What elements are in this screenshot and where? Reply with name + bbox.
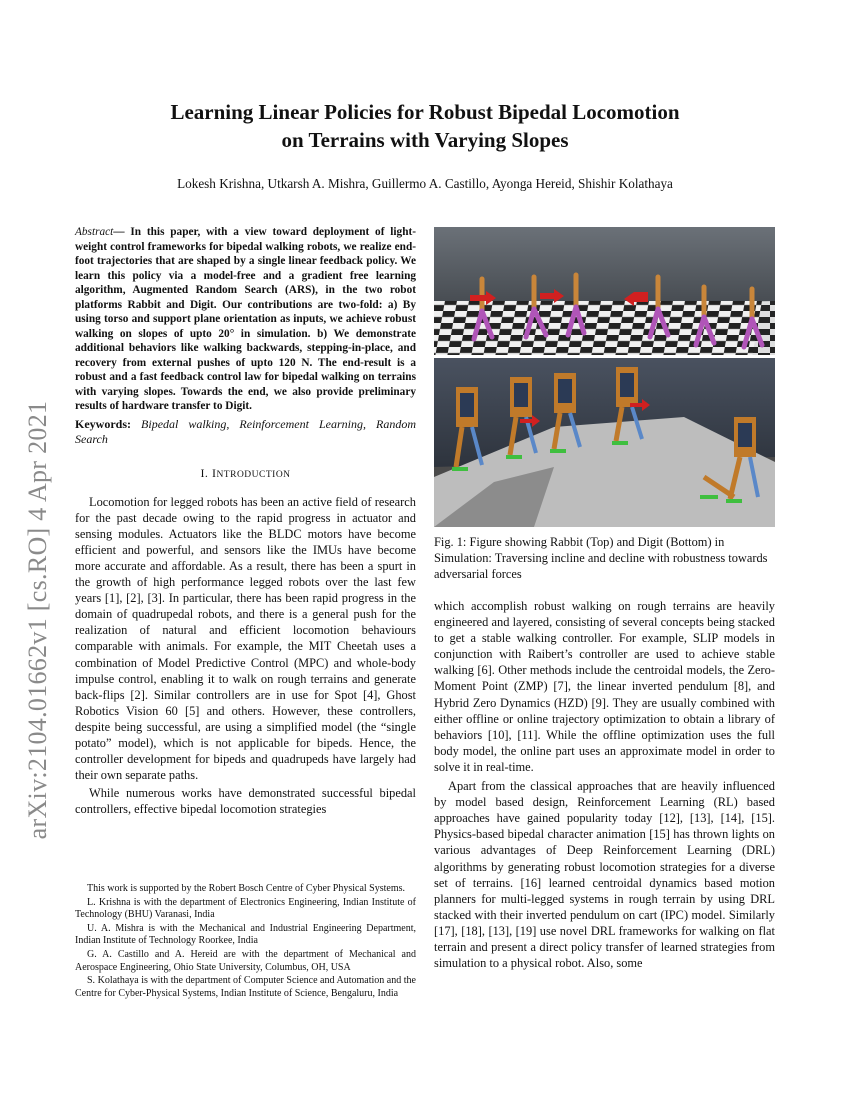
author-list: Lokesh Krishna, Utkarsh A. Mishra, Guillermo A. Castillo, Ayonga Hereid, Shishir Kolathaya [177, 176, 673, 191]
right-paragraph-1: which accomplish robust walking on rough terrains are heavily engineered and layered, consisting of several concepts being stacked to get a stable walking controller. For example, SLIP models in conjunction with Raibert’s controller are used to achieve stable walking [6]. Other methods include the centroidal models, the Zero-Moment Point (ZMP) [7], the linear inverted pendulum [8], and Hybrid Zero Dynamics (HZD) [9]. They are usually combined with either offline or online trajectory optimization to obtain a library of behaviors [10], [11]. While the offline optimization uses the full body model, the online part uses an approximate model in order to solve it in real-time. [434, 599, 775, 774]
intro-paragraph-1: Locomotion for legged robots has been an active field of research for the past decade owing to the rapid progress in actuator and sensing modules. Actuators like the BLDC motors have become efficient and powerful, and sensors like the IMUs have become more accurate and affordable. As a result, there has been a spurt in the growth of high performance legged robots over the last few years [1], [2], [3]. In particular, there has been rapid progress in the domain of quadrupedal robots, and there is a general push for the realization of natural and efficient locomotion behaviours comparable with animals. For example, the MIT Cheetah uses a combination of Model Predictive Control (MPC) and whole-body impulse control, enabling it to walk on rough terrains and generate back-flips [2]. Similar controllers are in use for Spot [4], Ghost Robotics Vision 60 [5] and others. However, these controllers, despite being successful, are using a simplified model (the “single potato” model), which is not applicable for bipeds. Hence, the controller development for bipeds and quadrupeds have largely had their own separate paths. [75, 494, 416, 783]
footnote: S. Kolathaya is with the department of Computer Science and Automation and the Centre for Cyber-Physical Systems, Indian Institute of Science, Bengaluru, India [75, 975, 416, 999]
keywords-text: Bipedal walking, Reinforcement Learning, Random Search [75, 416, 416, 446]
keywords-label: Keywords: [75, 416, 131, 431]
arxiv-sidebar [18, 300, 58, 940]
abstract-label: Abstract [75, 226, 114, 238]
figure-1 [434, 227, 775, 527]
paper-title [75, 98, 775, 154]
title-line-1: Learning Linear Policies for Robust Bipedal Locomotion [170, 100, 680, 124]
right-column [434, 598, 775, 971]
abstract-text: In this paper, with a view toward deployment of light-weight control frameworks for bipedal walking robots, we realize end-foot trajectories that are shaped by a single linear feedback policy. We learn this policy via a model-free and a gradient free learning algorithm, Augmented Random Search (ARS), in the two robot platforms Rabbit and Digit. Our contributions are two-fold: a) By using torso and support plane orientation as inputs, we achieve robust walking on slopes of upto 20° in simulation. b) We demonstrate additional behaviors like walking backwards, stepping-in-place, and recovery from external pushes of upto 120 N. The end-result is a robust and a fast feedback control law for bipedal walking on terrains with varying slopes. Towards the end, we also provide preliminary results of hardware transfer to Digit. [75, 226, 417, 412]
figure-caption: Fig. 1: Figure showing Rabbit (Top) and Digit (Bottom) in Simulation: Traversing incline and decline with robustness towards adversarial forces [434, 535, 768, 582]
footnote: This work is supported by the Robert Bosch Centre of Cyber Physical Systems. [87, 883, 406, 894]
footnote: G. A. Castillo and A. Hereid are with the department of Mechanical and Aerospace Engineering, Ohio State University, Columbus, OH, USA [75, 948, 416, 973]
section-first-letter: I [211, 465, 217, 480]
title-line-2: on Terrains with Varying Slopes [281, 128, 569, 152]
footnotes [75, 883, 416, 1001]
arxiv-identifier: arXiv:2104.01662v1 [cs.RO] 4 Apr 2021 [23, 400, 52, 840]
right-paragraph-2: Apart from the classical approaches that are heavily influenced by model based design, Reinforcement Learning (RL) based approaches have gained popularity today [12], [13], [14], [15]. Physics-based bipedal character animation [15] has thrown lights on various advantages of Deep Reinforcement Learning (DRL) algorithms by generating robust locomotion strategies for a diverse set of terrains. [16] learned centroidal dynamics based motion planners for multi-legged systems in rough terrain by using DRL stacked with their inverted pendulum on cart (IPC) model. Similarly [17], [18], [13], [19] use novel DRL frameworks for walking on flat terrain and present a direct policy transfer of learned strategies from simulation to a physical robot. Also, some [434, 779, 775, 971]
left-column [75, 225, 416, 817]
section-heading [75, 465, 416, 483]
keywords [75, 417, 416, 448]
footnote: U. A. Mishra is with the Mechanical and Industrial Engineering Department, Indian Institute of Technology Roorkee, India [75, 922, 416, 947]
footnote: L. Krishna is with the department of Electronics Engineering, Indian Institute of Technology (BHU) Varanasi, India [75, 896, 416, 921]
intro-paragraph-2: While numerous works have demonstrated successful bipedal controllers, effective bipedal locomotion strategies [75, 786, 416, 817]
section-title-rest: NTRODUCTION [216, 469, 291, 480]
robot-simulation-image [434, 227, 775, 527]
section-number: I. [200, 465, 209, 480]
abstract: Abstract— In this paper, with a view toward deployment of light-weight control frameworks for bipedal walking robots, we realize end-foot trajectories that are shaped by a single linear feedback policy. We learn this policy via a model-free and a gradient free learning algorithm, Augmented Random Search (ARS), in the two robot platforms Rabbit and Digit. Our contributions are two-fold: a) By using torso and support plane orientation as inputs, we achieve robust walking on slopes of upto 20° in simulation. b) We demonstrate additional behaviors like walking backwards, stepping-in-place, and recovery from external pushes of upto 120 N. The end-result is a robust and a fast feedback control law for bipedal walking on terrains with varying slopes. Towards the end, we also provide preliminary results of hardware transfer to Digit. [75, 226, 417, 412]
